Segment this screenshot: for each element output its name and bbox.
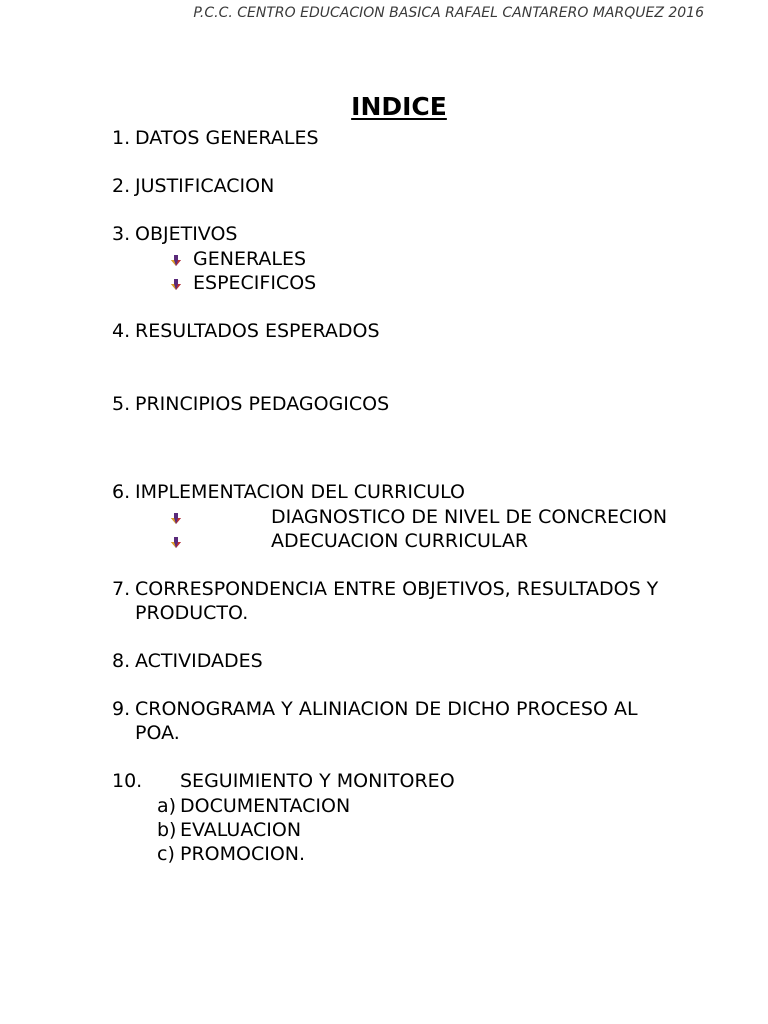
- sub-item-text: ADECUACION CURRICULAR: [271, 530, 529, 552]
- sub-item-text: DIAGNOSTICO DE NIVEL DE CONCRECION: [271, 506, 668, 528]
- arrow-bullet-icon: [170, 537, 182, 549]
- item-text: PRINCIPIOS PEDAGOGICOS: [135, 393, 390, 415]
- item-number: 8.: [112, 650, 131, 672]
- item-text: JUSTIFICACION: [135, 175, 275, 197]
- item-text: RESULTADOS ESPERADOS: [135, 320, 380, 342]
- item-number: 10.: [112, 770, 143, 792]
- arrow-bullet-icon: [170, 255, 182, 267]
- item-text: DATOS GENERALES: [135, 127, 319, 149]
- sub-item-text: DOCUMENTACION: [180, 795, 351, 817]
- sub-item-letter: a): [157, 795, 177, 817]
- item-text: CRONOGRAMA Y ALINIACION DE DICHO PROCESO AL: [135, 698, 638, 720]
- page-header: P.C.C. CENTRO EDUCACION BASICA RAFAEL CANTARERO MARQUEZ 2016: [193, 5, 704, 21]
- item-number: 1.: [112, 127, 131, 149]
- item-number: 6.: [112, 481, 131, 503]
- item-text: IMPLEMENTACION DEL CURRICULO: [135, 481, 466, 503]
- sub-item-letter: c): [157, 843, 175, 865]
- sub-item-text: PROMOCION.: [180, 843, 306, 865]
- item-number: 2.: [112, 175, 131, 197]
- arrow-bullet-icon: [170, 513, 182, 525]
- sub-item-letter: b): [157, 819, 177, 841]
- item-text: SEGUIMIENTO Y MONITOREO: [180, 770, 455, 792]
- sub-item-text: ESPECIFICOS: [193, 272, 317, 294]
- sub-item-text: EVALUACION: [180, 819, 302, 841]
- item-number: 5.: [112, 393, 131, 415]
- item-number: 9.: [112, 698, 131, 720]
- index-title: INDICE: [351, 92, 447, 121]
- item-text: CORRESPONDENCIA ENTRE OBJETIVOS, RESULTADOS Y: [135, 578, 659, 600]
- item-text: ACTIVIDADES: [135, 650, 263, 672]
- sub-item-text: GENERALES: [193, 248, 307, 270]
- item-number: 4.: [112, 320, 131, 342]
- item-number: 3.: [112, 223, 131, 245]
- item-continuation: POA.: [135, 722, 180, 744]
- arrow-bullet-icon: [170, 279, 182, 291]
- item-continuation: PRODUCTO.: [135, 602, 249, 624]
- item-text: OBJETIVOS: [135, 223, 238, 245]
- item-number: 7.: [112, 578, 131, 600]
